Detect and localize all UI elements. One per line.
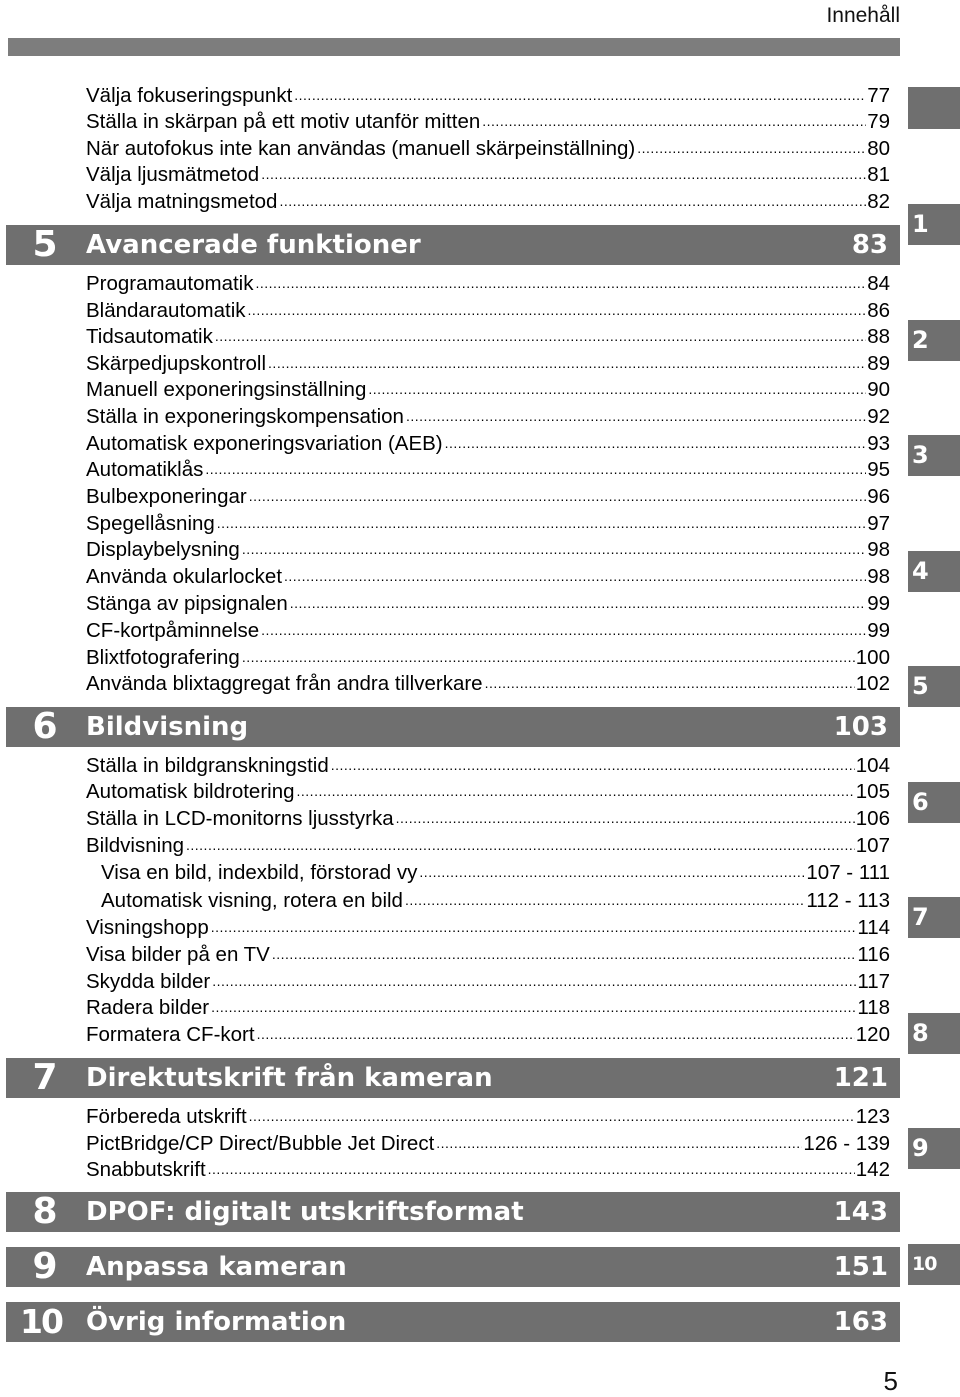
chapter-title: DPOF: digitalt utskriftsformat	[86, 1197, 524, 1227]
chapter-heading-7[interactable]	[6, 1058, 900, 1098]
toc-entry-title: Ställa in LCD-monitorns ljusstyrka	[86, 807, 394, 830]
dot-leader	[205, 470, 866, 478]
toc-entry-title: Bulbexponeringar	[86, 485, 247, 508]
toc-entry-page: 112 - 113	[806, 889, 890, 912]
toc-entry[interactable]	[86, 778, 890, 805]
toc-entry[interactable]	[86, 1021, 890, 1048]
toc-entry-title: Automatisk bildrotering	[86, 780, 295, 803]
chapter-heading-8[interactable]	[6, 1192, 900, 1232]
toc-entry-page: 107	[855, 834, 890, 857]
toc-entry[interactable]	[86, 563, 890, 590]
toc-entry-title: Använda okularlocket	[86, 565, 283, 588]
toc-entry[interactable]	[86, 483, 890, 510]
dot-leader	[396, 819, 855, 827]
dot-leader	[255, 284, 866, 292]
toc-entry-page: 126 - 139	[803, 1132, 890, 1155]
dot-leader	[331, 766, 855, 774]
dot-leader	[368, 390, 866, 398]
toc-entry[interactable]	[86, 403, 890, 430]
dot-leader	[272, 955, 856, 963]
dot-leader	[257, 1035, 855, 1043]
dot-leader	[436, 1144, 802, 1152]
toc-entry[interactable]	[86, 82, 890, 109]
toc-entry[interactable]	[86, 536, 890, 563]
toc-entry-title: Formatera CF-kort	[86, 1023, 255, 1046]
toc-entry-title: Förbereda utskrift	[86, 1105, 247, 1128]
toc-entry[interactable]	[86, 617, 890, 644]
chapter-number: 5	[32, 224, 58, 265]
toc-entry-page: 88	[867, 325, 890, 348]
toc-entry-title: Stänga av pipsignalen	[86, 592, 288, 615]
chapter-page: 83	[851, 230, 888, 260]
toc-entry-title: Spegellåsning	[86, 512, 215, 535]
toc-entry-page: 80	[867, 137, 890, 160]
dot-leader	[290, 604, 866, 612]
toc-entry-title: Använda blixtaggregat från andra tillverkare	[86, 672, 483, 695]
toc-entry-page: 114	[857, 916, 890, 939]
toc-entry-title: Välja ljusmätmetod	[86, 163, 260, 186]
dot-leader	[261, 631, 866, 639]
toc-entry-title: Tidsautomatik	[86, 325, 213, 348]
dot-leader	[261, 175, 866, 183]
toc-entry-title: Välja matningsmetod	[86, 190, 278, 213]
chapter-tab-4[interactable]: 4	[908, 551, 960, 592]
chapter-page: 151	[833, 1252, 888, 1282]
toc-entry-page: 100	[855, 646, 890, 669]
toc-entry[interactable]	[86, 914, 890, 941]
toc-entry-title: Radera bilder	[86, 996, 210, 1019]
toc-entry-title: Ställa in exponeringskompensation	[86, 405, 404, 428]
page-number: 5	[883, 1366, 898, 1396]
dot-leader	[482, 122, 866, 130]
toc-entry-page: 104	[855, 754, 890, 777]
toc-entry-page: 105	[855, 780, 890, 803]
toc-entry-page: 142	[855, 1158, 890, 1181]
toc-entry[interactable]	[86, 108, 890, 135]
chapter-number: 8	[32, 1191, 58, 1232]
chapter-heading-5[interactable]	[6, 225, 900, 265]
dot-leader	[249, 497, 866, 505]
toc-entry-page: 82	[867, 190, 890, 213]
chapter-tab-9[interactable]: 9	[908, 1128, 960, 1169]
toc-entry[interactable]	[86, 323, 890, 350]
toc-entry[interactable]	[86, 350, 890, 377]
toc-entry-title: Displaybelysning	[86, 538, 240, 561]
toc-entry[interactable]	[86, 270, 890, 297]
toc-entry[interactable]	[86, 941, 890, 968]
toc-entry-page: 90	[867, 378, 890, 401]
toc-entry-title: Skydda bilder	[86, 970, 211, 993]
toc-entry[interactable]	[86, 376, 890, 403]
chapter-tab-5[interactable]: 5	[908, 666, 960, 707]
toc-entry[interactable]	[86, 832, 890, 859]
chapter-tab-8[interactable]: 8	[908, 1013, 960, 1054]
toc-entry-page: 102	[855, 672, 890, 695]
dot-leader	[405, 901, 805, 909]
toc-entry[interactable]	[86, 590, 890, 617]
chapter-tab-1[interactable]: 1	[908, 204, 960, 245]
chapter-title: Direktutskrift från kameran	[86, 1063, 493, 1093]
dot-leader	[279, 202, 866, 210]
toc-entry-page: 95	[867, 458, 890, 481]
toc-entry[interactable]	[86, 994, 890, 1021]
toc-entry-page: 98	[867, 538, 890, 561]
chapter-page: 103	[833, 712, 888, 742]
toc-entry-page: 106	[855, 807, 890, 830]
chapter-tab-current[interactable]	[908, 87, 960, 129]
dot-leader	[217, 524, 866, 532]
toc-entry-page: 96	[867, 485, 890, 508]
dot-leader	[215, 337, 866, 345]
toc-entry-page: 84	[867, 272, 890, 295]
toc-entry-page: 81	[867, 163, 890, 186]
dot-leader	[211, 1008, 856, 1016]
dot-leader	[406, 417, 866, 425]
dot-leader	[284, 577, 866, 585]
dot-leader	[268, 364, 866, 372]
toc-entry[interactable]	[86, 510, 890, 537]
toc-entry-title: Välja fokuseringspunkt	[86, 84, 293, 107]
chapter-heading-6[interactable]	[6, 707, 900, 747]
dot-leader	[212, 982, 856, 990]
chapter-number: 7	[32, 1057, 58, 1098]
toc-entry-page: 89	[867, 352, 890, 375]
toc-entry-page: 120	[855, 1023, 890, 1046]
chapter-tab-2[interactable]: 2	[908, 320, 960, 361]
toc-entry[interactable]	[86, 752, 890, 779]
toc-entry-title: Visa en bild, indexbild, förstorad vy	[101, 861, 418, 884]
toc-entry-page: 117	[857, 970, 890, 993]
toc-entry-page: 99	[867, 619, 890, 642]
toc-entry-title: Automatiklås	[86, 458, 204, 481]
dot-leader	[211, 928, 857, 936]
toc-entry-page: 123	[855, 1105, 890, 1128]
toc-entry-title: Skärpedjupskontroll	[86, 352, 267, 375]
toc-entry[interactable]	[86, 456, 890, 483]
dot-leader	[297, 792, 855, 800]
toc-entry-title: Visa bilder på en TV	[86, 943, 270, 966]
chapter-title: Övrig information	[86, 1307, 347, 1337]
toc-entry-page: 99	[867, 592, 890, 615]
toc-entry-title: Ställa in bildgranskningstid	[86, 754, 329, 777]
toc-entry-page: 118	[857, 996, 890, 1019]
dot-leader	[485, 684, 855, 692]
toc-entry[interactable]	[86, 297, 890, 324]
toc-entry-page: 77	[867, 84, 890, 107]
dot-leader	[294, 96, 866, 104]
toc-entry-title: CF-kortpåminnelse	[86, 619, 260, 642]
toc-entry-title: Ställa in skärpan på ett motiv utanför mitten	[86, 110, 481, 133]
chapter-title: Bildvisning	[86, 712, 249, 742]
toc-entry-page: 93	[867, 432, 890, 455]
chapter-number: 6	[32, 706, 58, 747]
toc-entry[interactable]	[86, 670, 890, 697]
toc-entry-title: PictBridge/CP Direct/Bubble Jet Direct	[86, 1132, 435, 1155]
chapter-heading-10[interactable]	[6, 1302, 900, 1342]
toc-entry-title: Automatisk visning, rotera en bild	[101, 889, 403, 912]
toc-entry-title: Blixtfotografering	[86, 646, 240, 669]
toc-entry-title: Programautomatik	[86, 272, 254, 295]
toc-entry-page: 86	[867, 299, 890, 322]
chapter-title: Anpassa kameran	[86, 1252, 347, 1282]
chapter-number: 9	[32, 1246, 58, 1287]
dot-leader	[419, 873, 805, 881]
toc-entry-page: 79	[867, 110, 890, 133]
toc-entry[interactable]	[86, 1103, 890, 1130]
section-header: Innehåll	[826, 4, 900, 27]
chapter-tab-3[interactable]: 3	[908, 435, 960, 476]
dot-leader	[208, 1170, 855, 1178]
dot-leader	[637, 149, 866, 157]
dot-leader	[242, 658, 855, 666]
toc-entry-title: När autofokus inte kan användas (manuell skärpeinställning)	[86, 137, 636, 160]
toc-entry-page: 92	[867, 405, 890, 428]
dot-leader	[242, 550, 866, 558]
toc-entry-page: 107 - 111	[806, 861, 890, 884]
toc-entry-title: Bildvisning	[86, 834, 184, 857]
toc-entry-title: Visningshopp	[86, 916, 209, 939]
chapter-page: 121	[833, 1063, 888, 1093]
chapter-tab-strip	[908, 0, 960, 1396]
toc-subentry[interactable]	[101, 887, 890, 914]
chapter-title: Avancerade funktioner	[86, 230, 421, 260]
dot-leader	[186, 846, 855, 854]
chapter-page: 163	[833, 1307, 888, 1337]
chapter-tab-10[interactable]: 10	[908, 1244, 960, 1285]
toc-entry[interactable]	[86, 135, 890, 162]
toc-entry-page: 97	[867, 512, 890, 535]
toc-entry[interactable]	[86, 644, 890, 671]
chapter-tab-6[interactable]: 6	[908, 782, 960, 823]
chapter-number: 10	[20, 1302, 62, 1341]
toc-entry-title: Automatisk exponeringsvariation (AEB)	[86, 432, 443, 455]
toc-entry-page: 116	[857, 943, 890, 966]
dot-leader	[445, 444, 867, 452]
toc-entry[interactable]	[86, 1130, 890, 1157]
toc-entry[interactable]	[86, 968, 890, 995]
toc-entry[interactable]	[86, 430, 890, 457]
chapter-page: 143	[833, 1197, 888, 1227]
chapter-tab-7[interactable]: 7	[908, 897, 960, 938]
dot-leader	[249, 1117, 855, 1125]
toc-entry[interactable]	[86, 161, 890, 188]
dot-leader	[248, 311, 867, 319]
toc-entry[interactable]	[86, 805, 890, 832]
toc-entry-page: 98	[867, 565, 890, 588]
toc-entry[interactable]	[86, 1156, 890, 1183]
toc-entry-title: Snabbutskrift	[86, 1158, 206, 1181]
toc-entry-title: Manuell exponeringsinställning	[86, 378, 367, 401]
toc-entry-title: Bländarautomatik	[86, 299, 246, 322]
chapter-heading-9[interactable]	[6, 1247, 900, 1287]
toc-entry[interactable]	[86, 188, 890, 215]
toc-subentry[interactable]	[101, 859, 890, 886]
